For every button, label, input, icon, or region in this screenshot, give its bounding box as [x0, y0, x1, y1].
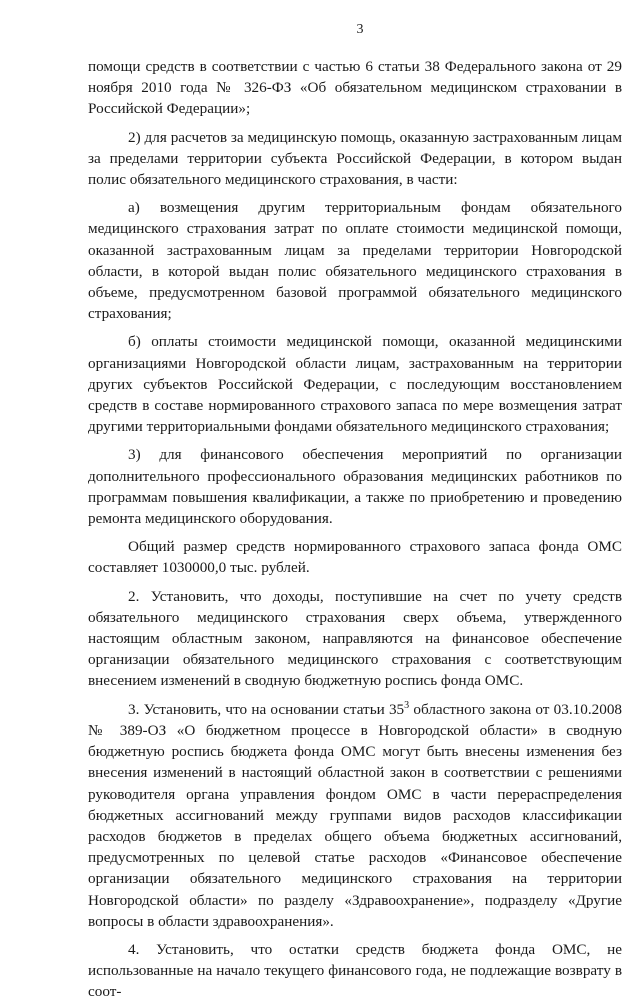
- paragraph-item-2: 2) для расчетов за медицинскую помощь, оказанную застрахованным лицам за пределами территории субъекта Российской Федерации, в котором выдан полис обязательного медицинского страхования, в части:: [88, 128, 622, 189]
- paragraph-continuation: помощи средств в соответствии с частью 6 статьи 38 Федерального закона от 29 ноября 2010 года № 326-ФЗ «Об обязательном медицинском страховании в Российской Федерации»;: [88, 58, 622, 118]
- article-superscript: 3: [404, 699, 410, 711]
- paragraph-reserve-total: Общий размер средств нормированного страхового запаса фонда ОМС составляет 1030000,0 тыс. рублей.: [88, 538, 622, 577]
- paragraph-subitem-b: б) оплаты стоимости медицинской помощи, оказанной медицинскими организациями Новгородской области лицам, застрахованным на территории других субъектов Российской Федерации, с последующим восстановлением средств в составе нормированного страхового запаса по мере возмещения затрат другими территориальными фондами обязательного медицинского страхования;: [88, 333, 622, 436]
- paragraph-subitem-a: а) возмещения другим территориальным фондам обязательного медицинского страхования затрат по оплате стоимости медицинской помощи, оказанной застрахованным лицам за пределами территории Новгородской области, в которой выдан полис обязательного медицинского страхования в объеме, предусмотренном базовой программой обязательного медицинского страхования;: [88, 199, 622, 323]
- page-number: 3: [356, 22, 364, 37]
- paragraph-item-3: 3) для финансового обеспечения мероприятий по организации дополнительного профессионального образования медицинских работников по программам повышения квалификации, а также по приобретению и проведению ремонта медицинского оборудования.: [88, 446, 622, 528]
- clause-3-text-start: 3. Установить, что на основании статьи 35: [128, 700, 405, 718]
- paragraph-clause-2: 2. Установить, что доходы, поступившие на счет по учету средств обязательного медицинского страхования сверх объема, утвержденного настоящим областным законом, направляются на финансовое обеспечение организации обязательного медицинского страхования с соответствующим внесением изменений в сводную бюджетную роспись фонда ОМС.: [88, 587, 622, 690]
- paragraph-clause-3: [88, 699, 622, 932]
- paragraph-clause-4: 4. Установить, что остатки средств бюджета фонда ОМС, не использованные на начало текущего финансового года, не подлежащие возврату в соот-: [88, 940, 622, 1001]
- clause-3-text-end: областного закона от 03.10.2008 № 389-ОЗ «О бюджетном процессе в Новгородской области» в сводную бюджетную роспись бюджета фонда ОМС могут быть внесены изменения без внесения изменений в настоящий областной закон в соответствии с решениями руководителя органа управления фондом ОМС в части перераспределения бюджетных ассигнований между группами видов расходов классификации расходов бюджетов в пределах общего объема бюджетных ассигнований, предусмотренных по целевой статье расходов «Финансовое обеспечение организации обязательного медицинского страхования на территории Новгородской области» по разделу «Здравоохранение», подразделу «Другие вопросы в области здравоохранения».: [88, 700, 623, 930]
